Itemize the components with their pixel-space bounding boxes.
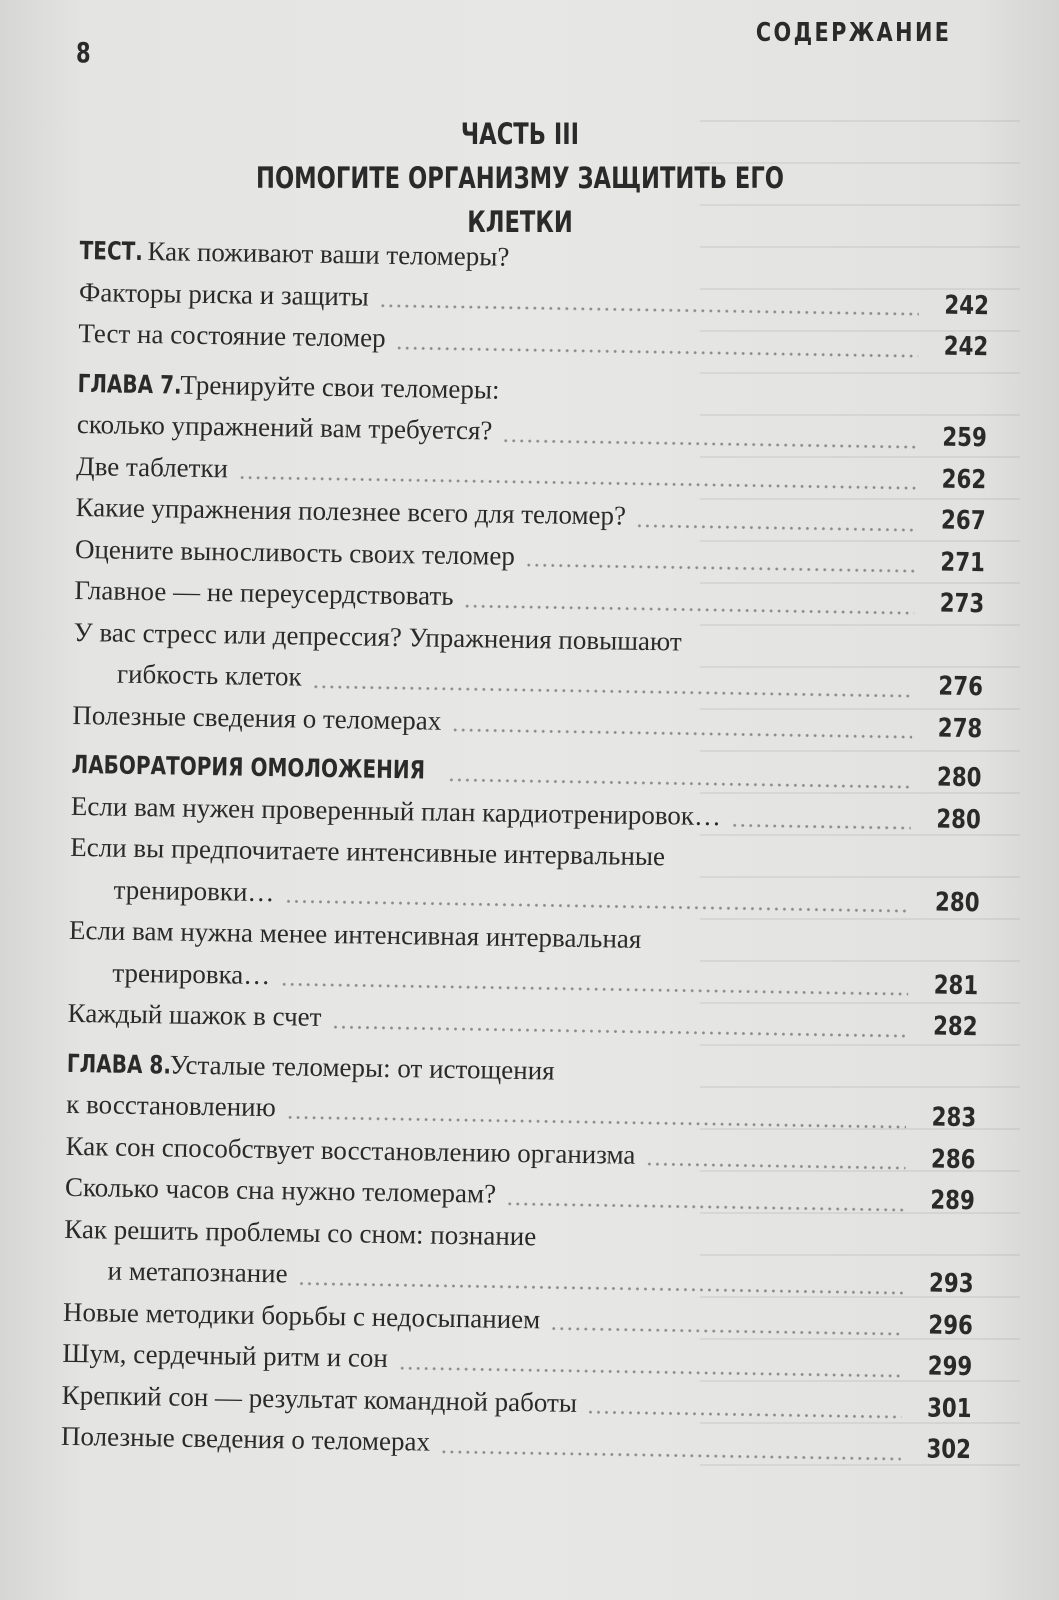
entry-text: Если вы предпочитаете интенсивные интервальные xyxy=(70,831,666,872)
page-ref: 242 xyxy=(943,331,989,363)
toc-section-rejuvenation-lab xyxy=(67,744,981,1049)
toc-section-test xyxy=(78,230,990,369)
page-ref: 302 xyxy=(926,1434,972,1466)
entry-text-continued: и метапознание xyxy=(107,1255,288,1289)
entry-text: Каждый шажок в счет xyxy=(67,997,322,1032)
leader-dots xyxy=(506,1200,905,1212)
leader-dots xyxy=(636,522,916,532)
page-ref: 262 xyxy=(941,464,987,495)
page-ref: 301 xyxy=(926,1392,972,1424)
entry-text: Крепкий сон — результат командной работы xyxy=(61,1379,578,1418)
entry-text: Новые методики борьбы с недосыпанием xyxy=(62,1296,541,1334)
page-ref: 281 xyxy=(933,970,979,1001)
entry-text: Полезные сведения о теломерах xyxy=(72,699,442,736)
page-ref: 276 xyxy=(938,671,984,703)
leader-dots xyxy=(238,475,916,492)
section-title: Как поживают ваши теломеры? xyxy=(147,236,510,272)
toc-section-chapter-8 xyxy=(61,1042,977,1471)
entry-text: Тест на состояние теломер xyxy=(78,317,386,353)
leader-dots xyxy=(311,683,912,698)
leader-dots xyxy=(331,1024,907,1039)
leader-dots xyxy=(440,1448,901,1461)
leader-dots xyxy=(398,1365,902,1379)
page-ref: 282 xyxy=(932,1011,978,1043)
section-title: Усталые теломеры: от истощения xyxy=(169,1049,555,1086)
entry-text-continued: гибкость клеток xyxy=(116,658,302,692)
part-title: ПОМОГИТЕ ОРГАНИЗМУ ЗАЩИТИТЬ ЕГО КЛЕТКИ xyxy=(256,161,784,239)
page-ref: 271 xyxy=(940,547,986,578)
leader-dots xyxy=(286,1114,906,1130)
page-ref: 293 xyxy=(928,1268,974,1300)
section-label: ГЛАВА 7. xyxy=(77,368,182,400)
entry-text: Какие упражнения полезнее всего для теломер? xyxy=(75,491,627,531)
page-ref: 283 xyxy=(931,1102,977,1134)
page-ref: 267 xyxy=(940,505,986,537)
table-of-contents xyxy=(61,230,990,1480)
entry-text: Если вам нужен проверенный план кардиотренировок… xyxy=(70,790,722,831)
leader-dots xyxy=(731,822,911,831)
entry-text: Как решить проблемы со сном: познание xyxy=(64,1213,537,1251)
leader-dots xyxy=(451,727,912,740)
leader-dots xyxy=(447,776,911,789)
entry-text: У вас стресс или депрессия? Упражнения повышают xyxy=(73,616,682,656)
leader-dots xyxy=(645,1161,905,1171)
entry-text: Главное — не переусердствовать xyxy=(74,574,454,611)
page-ref: 278 xyxy=(937,713,983,744)
part-heading xyxy=(120,112,920,244)
leader-dots xyxy=(463,603,914,616)
running-title: СОДЕРЖАНИЕ xyxy=(755,18,951,48)
page-ref: 280 xyxy=(936,804,982,835)
section-label: ТЕСТ. xyxy=(79,235,144,266)
page-ref: 289 xyxy=(930,1185,976,1217)
entry-text: Две таблетки xyxy=(76,450,229,483)
page-ref: 273 xyxy=(939,588,985,620)
leader-dots xyxy=(502,437,917,450)
entry-text: Шум, сердечный ритм и сон xyxy=(62,1337,389,1373)
leader-dots xyxy=(280,981,908,997)
toc-section-chapter-7 xyxy=(72,362,988,750)
part-label: ЧАСТЬ III xyxy=(460,117,580,151)
section-label: ЛАБОРАТОРИЯ ОМОЛОЖЕНИЯ xyxy=(71,749,426,785)
page-ref: 286 xyxy=(930,1143,976,1175)
leader-dots xyxy=(284,898,909,914)
page-ref: 296 xyxy=(928,1309,974,1341)
entry-text-continued: тренировка… xyxy=(112,957,271,990)
page-ref: 280 xyxy=(936,762,982,794)
section-label: ГЛАВА 8. xyxy=(66,1048,172,1080)
page-ref: 259 xyxy=(942,422,988,454)
section-title-continued: к восстановлению xyxy=(66,1088,277,1123)
entry-text: Если вам нужна менее интенсивная интервальная xyxy=(68,914,642,954)
entry-text: Оцените выносливость своих теломер xyxy=(74,533,516,571)
leader-dots xyxy=(395,344,918,358)
entry-text: Факторы риска и защиты xyxy=(78,276,370,312)
page-ref: 280 xyxy=(934,887,980,918)
leader-dots xyxy=(297,1280,903,1296)
page-ref: 299 xyxy=(927,1351,973,1383)
leader-dots xyxy=(525,562,915,574)
entry-text: Полезные сведения о теломерах xyxy=(60,1420,431,1457)
leader-dots xyxy=(550,1326,903,1338)
page-number: 8 xyxy=(76,36,91,69)
page-header xyxy=(0,18,1059,68)
leader-dots xyxy=(587,1409,902,1420)
entry-text: Сколько часов сна нужно теломерам? xyxy=(64,1171,497,1209)
page-ref: 242 xyxy=(944,290,990,321)
entry-text-continued: тренировки… xyxy=(113,874,275,907)
section-title-continued: сколько упражнений вам требуется? xyxy=(76,408,493,446)
leader-dots xyxy=(379,303,919,317)
entry-text: Как сон способствует восстановлению организма xyxy=(65,1130,636,1170)
section-title: Тренируйте свои теломеры: xyxy=(180,369,500,405)
